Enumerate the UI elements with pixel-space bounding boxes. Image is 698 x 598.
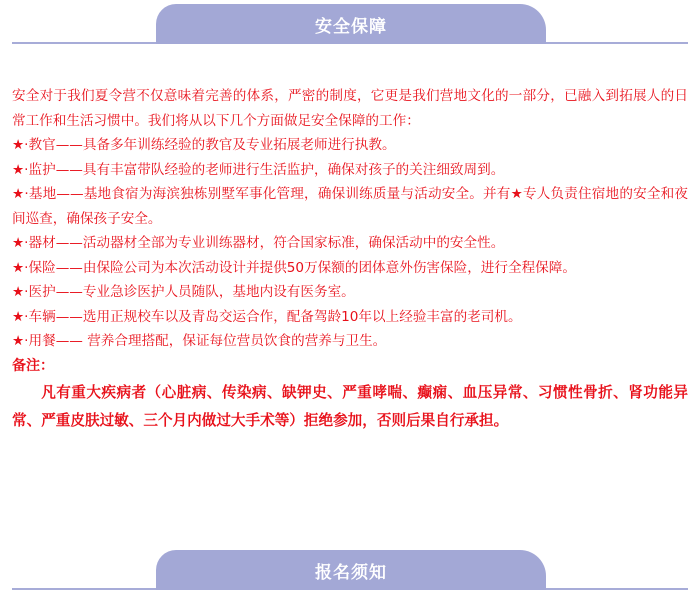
- safety-item-meals: ★·用餐—— 营养合理搭配，保证每位营员饮食的营养与卫生。: [12, 333, 387, 349]
- note-body: 凡有重大疾病者（心脏病、传染病、缺钾史、严重哮喘、癫痫、血压异常、习惯性骨折、肾功能异常、严重皮肤过敏、三个月内做过大手术等）拒绝参加，否则后果自行承担。: [12, 384, 688, 429]
- section-title: 安全保障: [315, 16, 387, 37]
- header-tab: [156, 4, 546, 44]
- section-title: 报名须知: [315, 562, 387, 583]
- safety-item-vehicle: ★·车辆——选用正规校车以及青岛交运合作，配备驾龄10年以上经验丰富的老司机。: [12, 308, 522, 325]
- section-header-registration: [12, 550, 688, 590]
- safety-item-supervision: ★·监护——具有丰富带队经验的老师进行生活监护，确保对孩子的关注细致周到。: [12, 161, 505, 178]
- section-header-safety: [12, 4, 688, 44]
- safety-item-equipment: ★·器材——活动器材全部为专业训练器材，符合国家标准，确保活动中的安全性。: [12, 235, 505, 251]
- safety-item-instructor: ★·教官——具备多年训练经验的教官及专业拓展老师进行执教。: [12, 137, 396, 153]
- note-label: 备注：: [12, 357, 54, 374]
- header-tab: [156, 550, 546, 590]
- intro-paragraph: 安全对于我们夏令营不仅意味着完善的体系，严密的制度，它更是我们营地文化的一部分，已融入到拓展人的日常工作和生活习惯中。我们将从以下几个方面做足安全保障的工作：: [12, 88, 688, 129]
- safety-item-medical: ★·医护——专业急诊医护人员随队，基地内设有医务室。: [12, 284, 355, 300]
- safety-item-base: ★·基地——基地食宿为海滨独栋别墅军事化管理，确保训练质量与活动安全。并有★专人负责住宿地的安全和夜间巡查，确保孩子安全。: [12, 186, 688, 227]
- safety-content: [12, 84, 688, 435]
- safety-item-insurance: ★·保险——由保险公司为本次活动设计并提供50万保额的团体意外伤害保险，进行全程保障。: [12, 259, 576, 276]
